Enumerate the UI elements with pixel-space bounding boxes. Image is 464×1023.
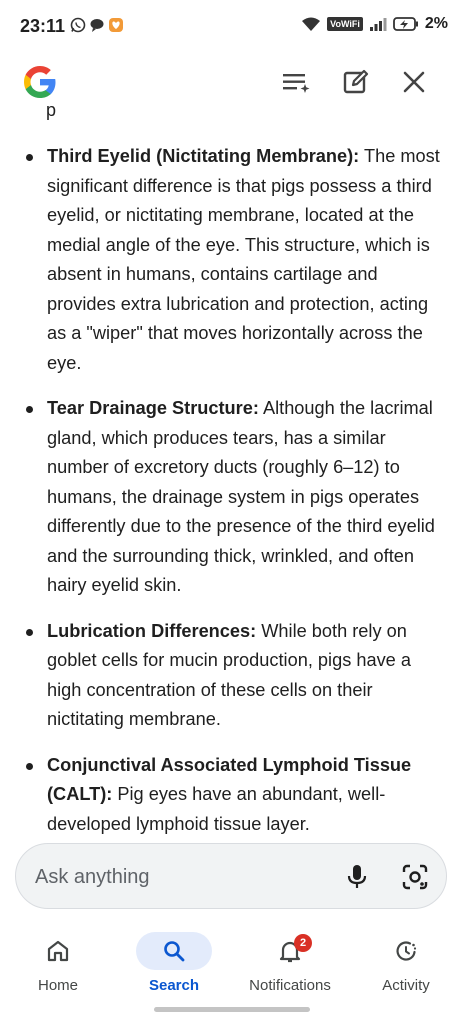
battery-level: 2% [424,15,448,32]
point-body: The most significant difference is that pigs possess a third eyelid, or nictitating membrane, located at the medial angle of the eye. This structure, which is absent in humans, contains cartilage and provides extra lubrication and protection, acting as a "wiper" that moves horizontally across the eye. [47,146,440,373]
nav-search-label: Search [148,977,200,994]
app-notification-icon [108,17,124,33]
activity-icon [394,939,418,963]
nav-activity[interactable] [348,924,464,1004]
bullet-list [0,142,464,855]
list-item [0,617,464,735]
nav-notifications-label: Notifications [249,977,331,994]
nav-home[interactable] [0,924,116,1004]
point-title: Third Eyelid (Nictitating Membrane): [47,146,360,166]
microphone-icon [342,862,372,892]
nav-search[interactable] [116,924,232,1004]
list-item [0,142,464,378]
ask-input[interactable] [35,862,325,892]
point-body: While both rely on goblet cells for mucin production, pigs have a high concentration of these cells on their nictitating membrane. [47,620,411,729]
nav-notifications-icon-wrap [252,932,328,970]
lens-search-button[interactable] [400,862,430,892]
new-chat-button[interactable] [338,64,374,100]
battery-charging-icon [393,16,419,32]
nav-activity-label: Activity [382,977,430,994]
home-icon [46,939,70,963]
voice-search-button[interactable] [342,862,372,892]
close-button[interactable] [396,64,432,100]
wifi-icon [301,16,321,32]
edit-icon [342,68,370,96]
notification-badge: 2 [294,934,312,952]
nav-home-label: Home [37,977,78,994]
nav-notifications[interactable] [232,924,348,1004]
gesture-bar [154,1007,310,1012]
close-icon [402,70,426,94]
notification-icons [70,17,124,33]
signal-icon [369,16,387,32]
point-body: Although the lacrimal gland, which produces tears, has a similar number of excretory ducts (roughly 6–12) to humans, the drainage system in pigs operates differently due to the presence of the third eyelid and the surrounding thick, wrinkled, and often hairy eyelid skin. [47,398,435,595]
search-icon [162,939,186,963]
nav-activity-icon-wrap [368,932,444,970]
clipped-text: p [46,100,57,120]
vowifi-badge: VoWiFi [327,17,363,31]
whatsapp-icon [70,17,86,33]
point-title: Tear Drainage Structure: [47,398,259,418]
list-item [0,394,464,601]
ai-mode-list-button[interactable] [278,64,314,100]
status-bar [0,0,464,56]
google-logo-icon[interactable] [20,62,60,102]
app-header [0,56,464,116]
status-time: 23:11 [20,16,66,36]
chat-bubble-icon [89,17,105,33]
point-title: Conjunctival Associated Lymphoid Tissue (CALT): [47,754,412,804]
ask-bar [15,843,447,909]
answer-content[interactable] [0,100,464,834]
camera-lens-icon [400,862,430,892]
list-sparkle-icon [281,70,311,94]
point-title: Lubrication Differences: [47,620,257,641]
bottom-navigation [0,924,464,1023]
point-body: Pig eyes have an abundant, well-developed lymphoid tissue layer. [47,784,386,834]
list-item [0,751,464,840]
nav-home-icon-wrap [20,932,96,970]
status-right [301,15,448,33]
nav-search-icon-wrap [136,932,212,970]
